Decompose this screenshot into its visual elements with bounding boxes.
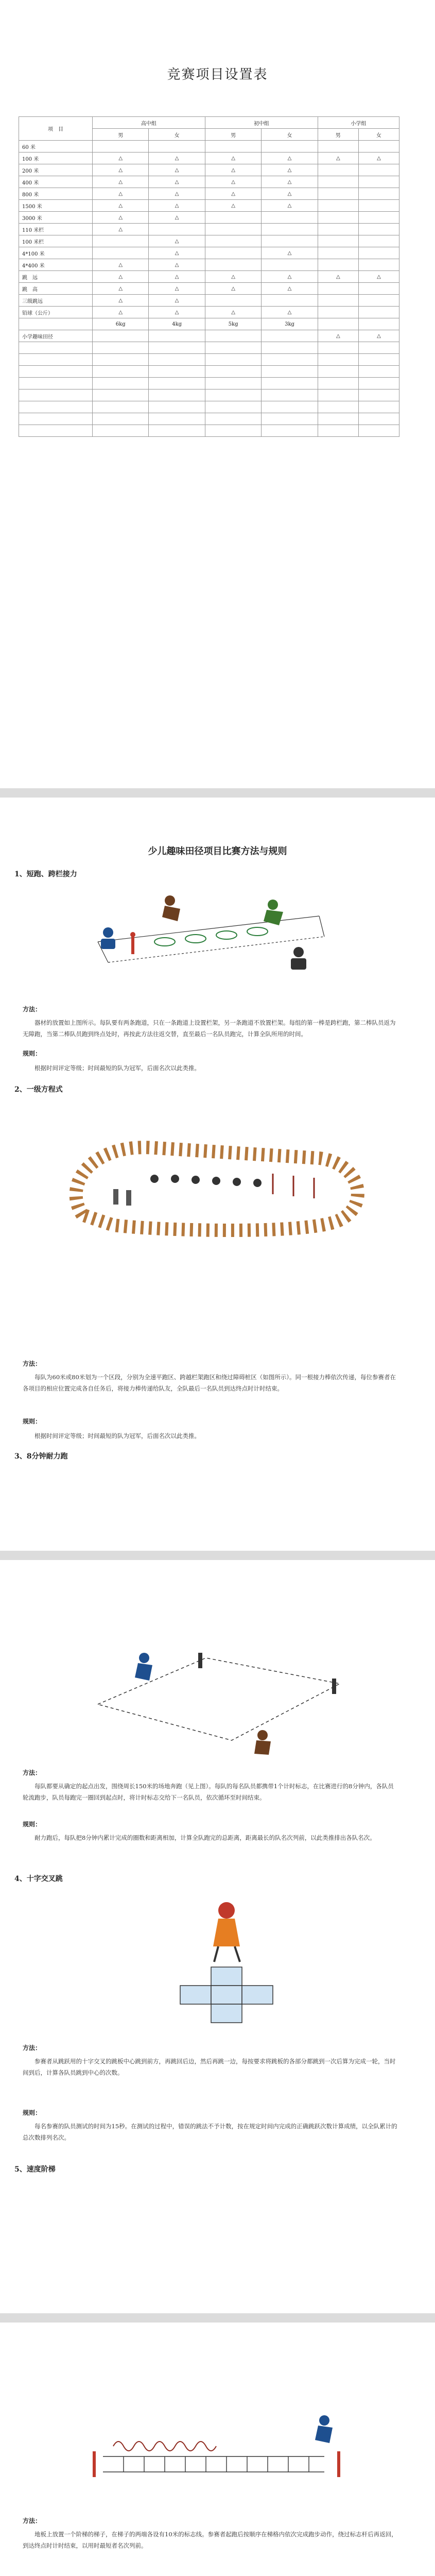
item-name-cell: 3000 米 [19,212,93,224]
section-heading: 5、速度阶梯 [14,2165,56,2174]
table-row [19,152,399,164]
table-row [19,271,399,283]
table-row [19,200,399,212]
item-mark-cell: △ [93,200,149,212]
table-row [19,378,399,389]
item-mark-cell: △ [149,307,205,318]
table-row [19,318,399,330]
item-mark-cell [318,378,358,389]
item-name-cell: 800 米 [19,188,93,200]
table-row [19,259,399,271]
item-mark-cell [358,212,399,224]
item-mark-cell [93,141,149,152]
item-mark-cell [318,235,358,247]
item-mark-cell [358,141,399,152]
method-text: 地板上放置一个阶梯的梯子，在梯子的两端各设有10米的标志线。参赛者起跑后按顺序在梯格内依次完成跑步动作，绕过标志杆后再返回，到达终点时计时结束，以用时最短者名次列前。 [23,2531,397,2549]
item-mark-cell [262,141,318,152]
item-mark-cell [358,235,399,247]
item-mark-cell [318,354,358,366]
table-row [19,330,399,342]
item-mark-cell [318,283,358,295]
rule-text: 根据时间评定等级；时间最短的队为冠军，后面名次以此类推。 [34,1064,200,1072]
item-mark-cell [93,330,149,342]
page-separator [0,2313,435,2323]
table-row [19,413,399,425]
table-row [19,366,399,378]
rule-label: 规则： [23,1821,42,1828]
item-name-cell [19,378,93,389]
header-gender: 男 [318,129,358,141]
item-mark-cell [262,212,318,224]
item-mark-cell: △ [149,259,205,271]
item-mark-cell [262,224,318,235]
item-mark-cell [149,366,205,378]
item-name-cell: 跳 高 [19,283,93,295]
item-mark-cell [93,342,149,354]
item-mark-cell: △ [262,200,318,212]
item-name-cell: 4*400 米 [19,259,93,271]
item-name-cell: 三级跳远 [19,295,93,307]
item-name-cell: 200 米 [19,164,93,176]
item-mark-cell [205,413,261,425]
method-label: 方法： [23,1769,42,1776]
item-mark-cell [262,235,318,247]
item-mark-cell [318,295,358,307]
table-body [19,141,399,437]
item-mark-cell: △ [262,164,318,176]
item-mark-cell [358,164,399,176]
item-mark-cell [318,342,358,354]
item-mark-cell [205,389,261,401]
table-row [19,235,399,247]
item-name-cell: 4*100 米 [19,247,93,259]
rule-label: 规则： [23,2109,42,2116]
header-gender: 女 [262,129,318,141]
item-name-cell: 跳 远 [19,271,93,283]
item-name-cell [19,401,93,413]
header-gender: 女 [358,129,399,141]
item-mark-cell: △ [205,164,261,176]
section-heading: 3、8分钟耐力跑 [14,1452,68,1461]
item-mark-cell: △ [358,271,399,283]
item-mark-cell [205,212,261,224]
page-4 [0,2323,435,2576]
method-label: 方法： [23,1360,42,1367]
item-mark-cell [262,401,318,413]
item-mark-cell: △ [149,164,205,176]
item-mark-cell [262,413,318,425]
item-mark-cell [93,247,149,259]
item-mark-cell [318,188,358,200]
item-mark-cell: △ [149,271,205,283]
item-mark-cell [149,425,205,437]
item-mark-cell [318,141,358,152]
section-heading: 4、十字交叉跳 [14,1875,63,1883]
item-mark-cell [262,259,318,271]
item-name-cell: 110 米栏 [19,224,93,235]
item-mark-cell: △ [205,152,261,164]
item-mark-cell [149,330,205,342]
item-mark-cell [205,378,261,389]
header-group: 高中组 [93,117,205,129]
item-mark-cell [262,425,318,437]
header-gender: 男 [205,129,261,141]
item-mark-cell [358,307,399,318]
item-mark-cell: △ [149,295,205,307]
item-name-cell [19,389,93,401]
item-mark-cell [358,176,399,188]
item-mark-cell [262,330,318,342]
page-separator [0,1551,435,1560]
item-name-cell: 1500 米 [19,200,93,212]
item-mark-cell [262,295,318,307]
item-settings-table [19,116,399,437]
item-mark-cell [149,389,205,401]
item-mark-cell [149,342,205,354]
item-mark-cell [205,224,261,235]
item-mark-cell: △ [262,176,318,188]
item-mark-cell [318,176,358,188]
item-mark-cell [358,342,399,354]
item-mark-cell [205,259,261,271]
endurance-run-illustration [77,1627,355,1756]
item-mark-cell [358,389,399,401]
item-mark-cell [205,354,261,366]
item-mark-cell: △ [262,283,318,295]
item-mark-cell [93,366,149,378]
item-mark-cell [358,259,399,271]
rule-label: 规则： [23,1050,42,1057]
item-mark-cell [318,366,358,378]
item-name-cell [19,342,93,354]
item-mark-cell: 3kg [262,318,318,330]
item-name-cell: 60 米 [19,141,93,152]
table-row [19,389,399,401]
header-group: 小学组 [318,117,399,129]
item-name-cell: 100 米 [19,152,93,164]
item-name-cell: 小学趣味田径 [19,330,93,342]
item-name-cell [19,354,93,366]
item-mark-cell [149,401,205,413]
table-header-row [19,117,399,129]
item-mark-cell [318,247,358,259]
table-row [19,224,399,235]
table-row [19,164,399,176]
item-mark-cell: △ [205,188,261,200]
method-text: 每队为60米或80米划为一个区段，分别为全速平跑区、跨越栏架跑区和绕过障碍桩区（如图所示）。同一根接力棒依次传递，每位参赛者在各项目的相应位置完成各自任务后，将接力棒传递给队友，全队最后一名队员到达终点时计时结束。 [23,1374,396,1392]
rule-text: 耐力跑后，每队把8分钟内累计完成的圈数和距离相加，计算全队跑完的总距离，距离最长的队名次列前，以此类推排出各队名次。 [34,1834,376,1841]
item-mark-cell [358,200,399,212]
item-mark-cell: △ [262,152,318,164]
rules-title: 少儿趣味田径项目比赛方法与规则 [148,846,287,857]
item-mark-cell [93,235,149,247]
item-mark-cell: 5kg [205,318,261,330]
item-mark-cell [358,366,399,378]
item-mark-cell: △ [93,152,149,164]
item-mark-cell [205,330,261,342]
hurdle-relay-illustration [77,885,335,993]
table-row [19,354,399,366]
item-mark-cell: △ [93,164,149,176]
item-mark-cell: △ [205,307,261,318]
item-mark-cell: △ [262,247,318,259]
item-name-cell: 铅球（公斤） [19,307,93,318]
item-mark-cell [318,413,358,425]
item-name-cell: 100 米栏 [19,235,93,247]
item-mark-cell [318,401,358,413]
table-row [19,295,399,307]
item-mark-cell: △ [93,224,149,235]
item-mark-cell: △ [149,235,205,247]
table-row [19,247,399,259]
rule-text: 每名参赛的队员测试的时间为15秒。在测试的过程中，错误的跳法不予计数，按在规定时间内完成的正确跳跃次数计算成绩，以全队累计的总次数排列名次。 [23,2123,397,2141]
item-mark-cell: △ [205,283,261,295]
item-mark-cell [318,224,358,235]
item-mark-cell [358,224,399,235]
item-mark-cell [149,413,205,425]
header-gender: 男 [93,129,149,141]
item-mark-cell [358,413,399,425]
item-mark-cell: △ [149,152,205,164]
item-mark-cell [205,141,261,152]
item-name-cell: 400 米 [19,176,93,188]
item-mark-cell: △ [93,307,149,318]
item-mark-cell: △ [149,212,205,224]
item-mark-cell [358,425,399,437]
item-mark-cell [205,425,261,437]
item-mark-cell [318,425,358,437]
item-mark-cell: △ [93,212,149,224]
item-mark-cell [205,295,261,307]
item-mark-cell [205,247,261,259]
table-row [19,283,399,295]
section-heading: 1、短跑、跨栏接力 [14,870,77,878]
page-separator [0,788,435,798]
item-mark-cell: △ [318,152,358,164]
item-mark-cell [318,259,358,271]
item-mark-cell [358,247,399,259]
item-mark-cell: △ [358,330,399,342]
method-text: 参赛者从跳跃用的十字交叉的跳板中心跳到前方，再跳回后边，然后再跳一边，每按要求将跳板的各部分都跳到一次后算为完成一轮，当时间到后，计算各队员跳到中心的次数。 [23,2058,396,2076]
item-mark-cell [318,389,358,401]
item-mark-cell: △ [205,176,261,188]
item-mark-cell [205,401,261,413]
formula-one-course-illustration [51,1101,381,1246]
item-mark-cell: △ [149,176,205,188]
item-mark-cell [358,188,399,200]
item-mark-cell [358,354,399,366]
item-name-cell [19,425,93,437]
item-mark-cell [149,378,205,389]
item-mark-cell [318,200,358,212]
table-row [19,176,399,188]
method-label: 方法： [23,1006,42,1013]
item-mark-cell [358,283,399,295]
item-mark-cell [262,378,318,389]
page-2 [0,798,435,1551]
item-mark-cell [205,235,261,247]
item-mark-cell: △ [93,295,149,307]
item-mark-cell [93,378,149,389]
item-mark-cell [318,164,358,176]
page-3 [0,1560,435,2313]
table-row [19,401,399,413]
item-mark-cell: △ [93,259,149,271]
header-gender: 女 [149,129,205,141]
item-mark-cell [93,401,149,413]
item-name-cell [19,318,93,330]
table-row [19,342,399,354]
rule-label: 规则： [23,1418,42,1425]
item-mark-cell: △ [93,283,149,295]
item-mark-cell: △ [262,188,318,200]
item-mark-cell: △ [205,271,261,283]
table-row [19,188,399,200]
table-row [19,141,399,152]
item-mark-cell: △ [262,271,318,283]
item-mark-cell [262,389,318,401]
item-mark-cell [262,342,318,354]
item-name-cell [19,366,93,378]
item-mark-cell: △ [93,188,149,200]
method-text: 每队都要从确定的起点出发，围绕周长150米的场地奔跑（见上图）。每队的每名队员都携带1个计时标志，在比赛进行的8分钟内，各队员轮流跑步，队员每跑完一圈回到起点时，将计时标志交给下一名队员，依次循环至时间结束。 [23,1783,394,1801]
item-mark-cell [358,378,399,389]
method-label: 方法： [23,2517,42,2524]
item-mark-cell [358,318,399,330]
table-row [19,425,399,437]
item-mark-cell [93,425,149,437]
item-mark-cell: △ [149,188,205,200]
item-mark-cell [93,354,149,366]
item-mark-cell [93,389,149,401]
item-mark-cell: △ [358,152,399,164]
method-label: 方法： [23,2044,42,2052]
item-mark-cell: △ [149,200,205,212]
item-mark-cell [93,413,149,425]
item-mark-cell [205,366,261,378]
rule-text: 根据时间评定等级；时间最短的队为冠军，后面名次以此类推。 [34,1432,200,1439]
item-mark-cell [149,354,205,366]
cross-jump-illustration [165,1890,288,2024]
item-mark-cell: △ [149,283,205,295]
method-text: 器材的放置如上图所示。每队要有两条跑道，只在一条跑道上设置栏架，另一条跑道不放置栏架。每组的第一棒是跨栏跑，第二棒队员返为无障跑，当第二棒队员跑到终点处时，再按此方法往返交替，直至最后一名队员跑完，计算全队所用的时间。 [23,1019,396,1038]
item-mark-cell [318,212,358,224]
table-row [19,307,399,318]
item-mark-cell [318,318,358,330]
item-mark-cell [262,366,318,378]
table-row [19,212,399,224]
section-heading: 2、一级方程式 [14,1086,63,1094]
item-mark-cell: △ [318,271,358,283]
item-mark-cell [205,342,261,354]
speed-ladder-illustration [82,2389,350,2508]
item-mark-cell: △ [93,176,149,188]
item-mark-cell: △ [318,330,358,342]
item-name-cell [19,413,93,425]
item-mark-cell [149,141,205,152]
item-mark-cell: △ [93,271,149,283]
page-title: 竞赛项目设置表 [167,67,268,82]
item-mark-cell: △ [149,247,205,259]
item-mark-cell: 4kg [149,318,205,330]
item-mark-cell [149,224,205,235]
item-mark-cell [358,401,399,413]
item-mark-cell: △ [205,200,261,212]
item-mark-cell [318,307,358,318]
item-mark-cell: △ [262,307,318,318]
item-mark-cell [262,354,318,366]
item-mark-cell: 6kg [93,318,149,330]
item-mark-cell [358,295,399,307]
header-item-label: 项 目 [19,117,93,141]
page-1 [0,0,435,788]
header-group: 初中组 [205,117,318,129]
